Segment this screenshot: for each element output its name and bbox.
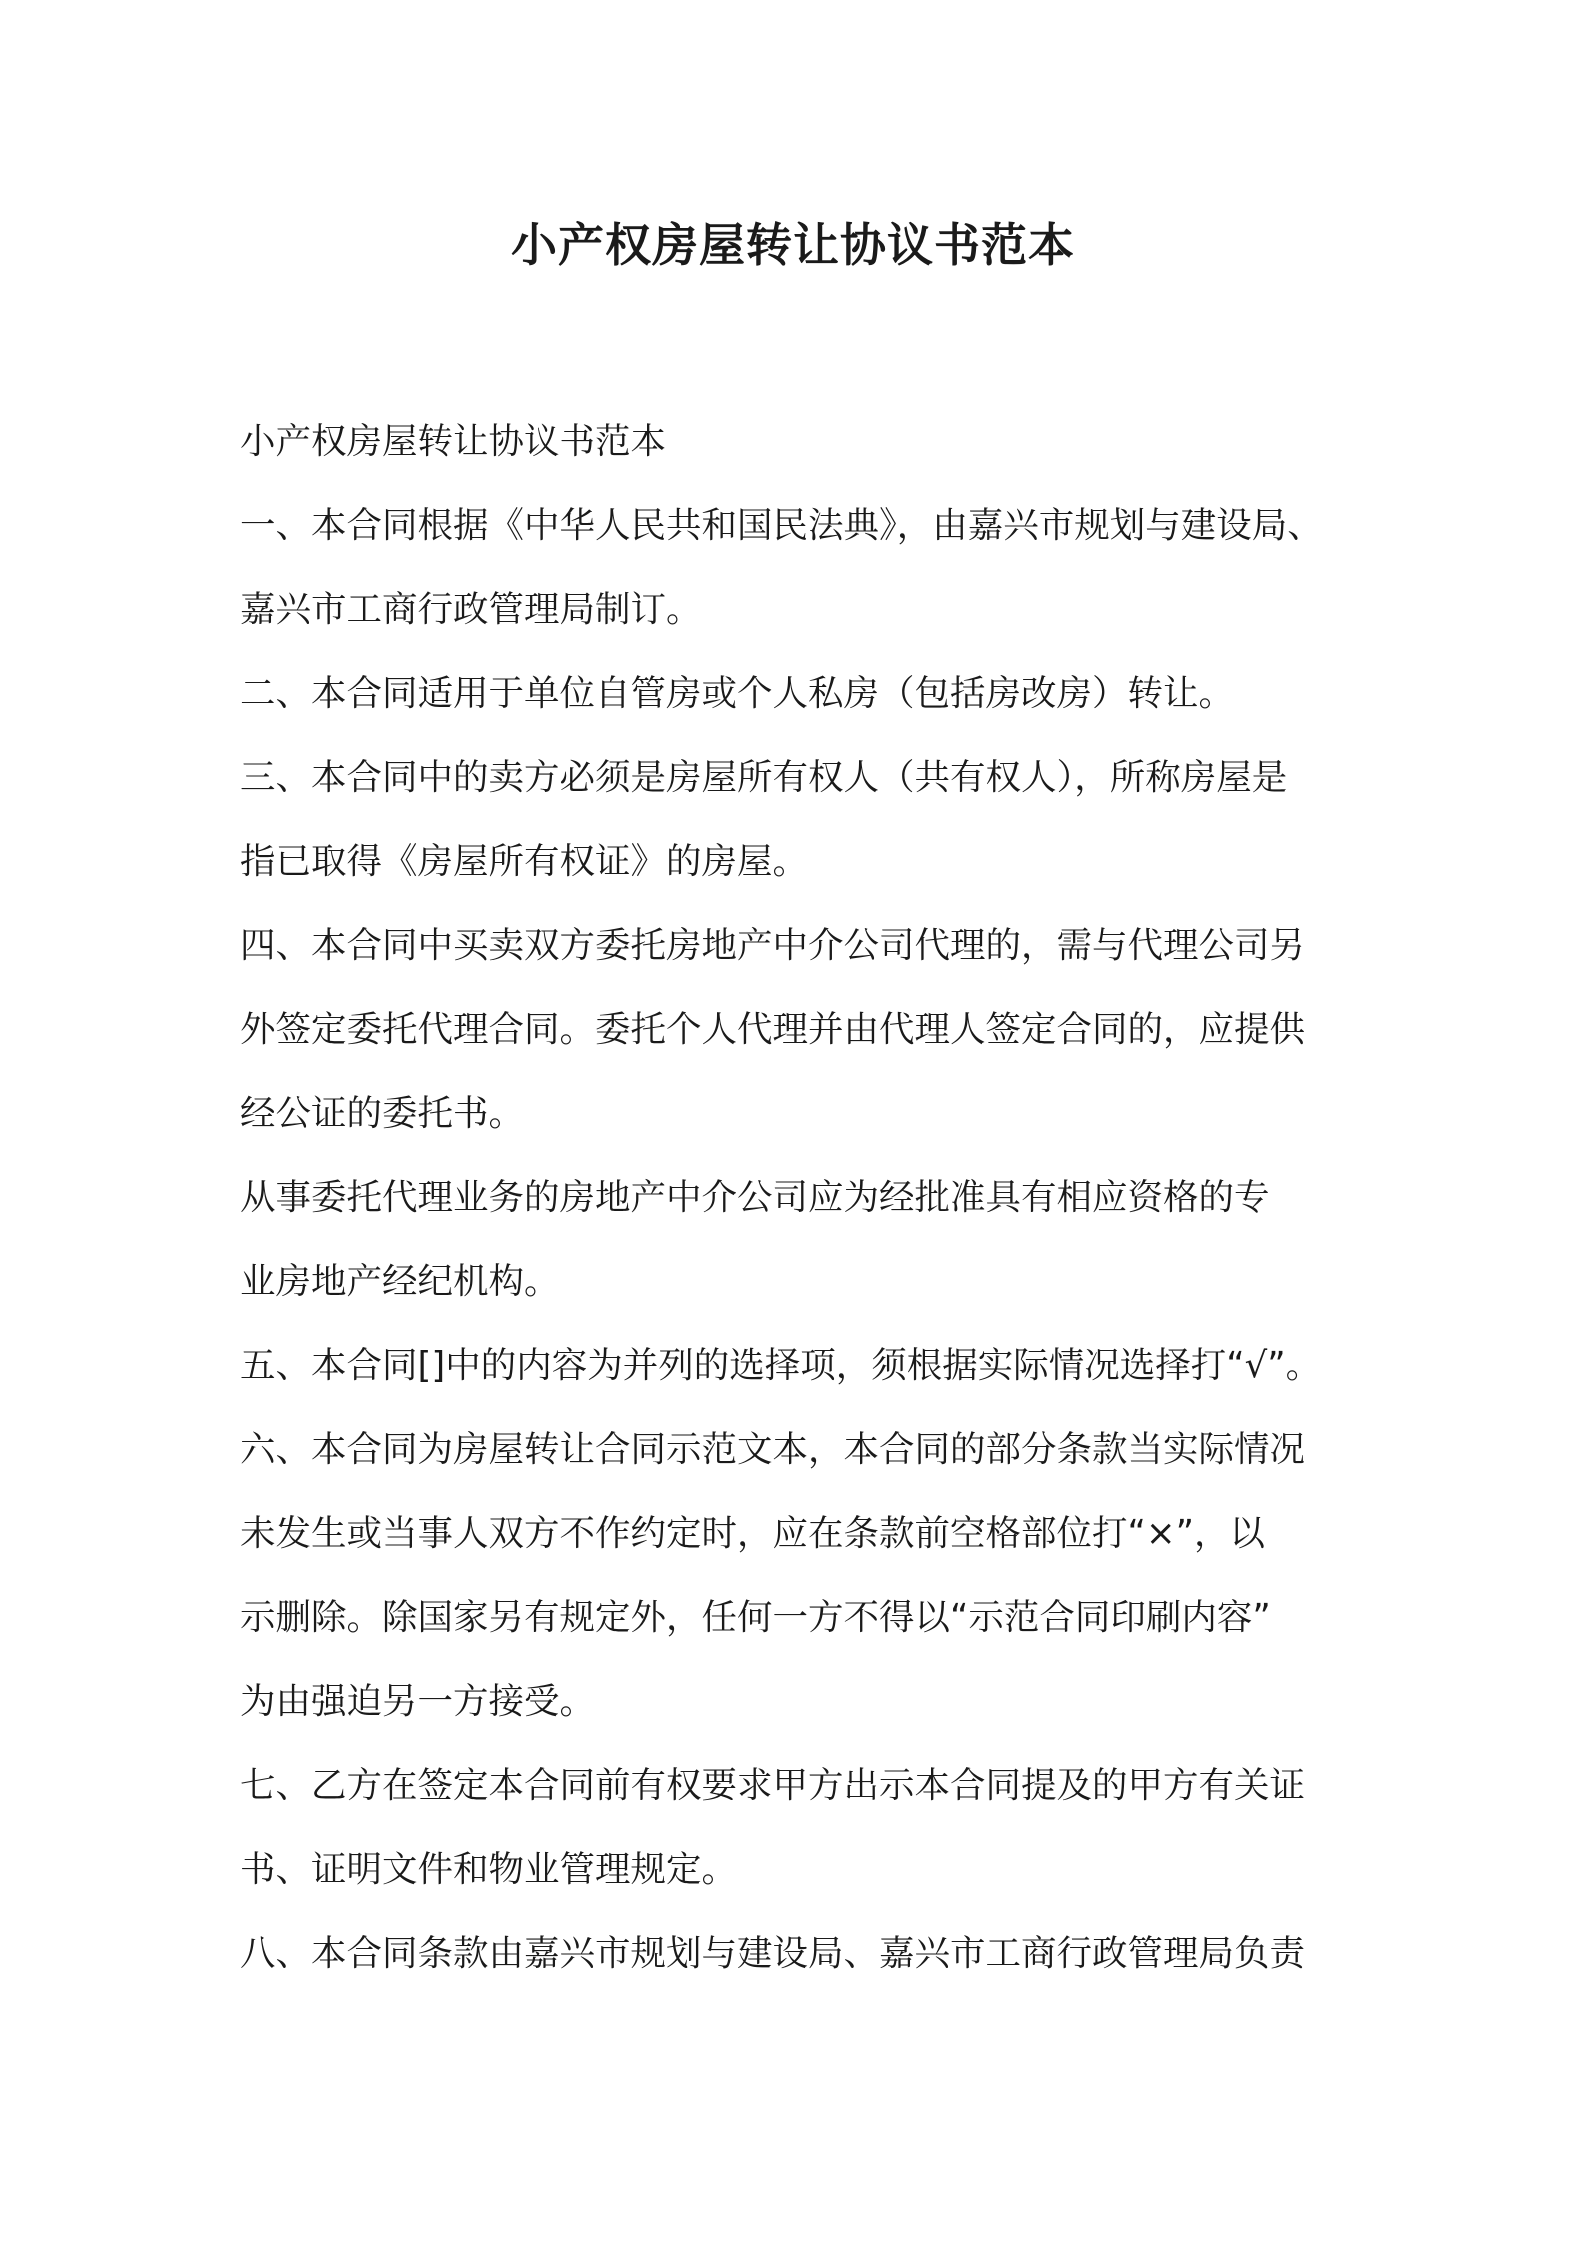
text-line: 七、乙方在签定本合同前有权要求甲方出示本合同提及的甲方有关证 — [240, 1765, 1306, 1806]
text-line: 书、证明文件和物业管理规定。 — [240, 1849, 738, 1890]
text-line: 五、本合同[]中的内容为并列的选择项，须根据实际情况选择打“√”。 — [240, 1345, 1322, 1386]
text-line: 三、本合同中的卖方必须是房屋所有权人（共有权人），所称房屋是 — [240, 757, 1288, 798]
text-line: 六、本合同为房屋转让合同示范文本，本合同的部分条款当实际情况 — [240, 1429, 1306, 1470]
page-title: 小产权房屋转让协议书范本 — [511, 218, 1075, 272]
text-line: 为由强迫另一方接受。 — [240, 1681, 596, 1722]
text-line: 指已取得《房屋所有权证》的房屋。 — [240, 841, 809, 882]
text-line: 八、本合同条款由嘉兴市规划与建设局、嘉兴市工商行政管理局负责 — [240, 1933, 1306, 1974]
text-line: 嘉兴市工商行政管理局制订。 — [240, 589, 702, 630]
text-line: 外签定委托代理合同。委托个人代理并由代理人签定合同的，应提供 — [240, 1009, 1306, 1050]
text-line: 四、本合同中买卖双方委托房地产中介公司代理的，需与代理公司另 — [240, 925, 1306, 966]
text-line: 从事委托代理业务的房地产中介公司应为经批准具有相应资格的专 — [240, 1177, 1270, 1218]
document-body — [240, 400, 1380, 1996]
text-line: 业房地产经纪机构。 — [240, 1261, 560, 1302]
text-line: 一、本合同根据《中华人民共和国民法典》，由嘉兴市规划与建设局、 — [240, 505, 1323, 546]
text-line: 小产权房屋转让协议书范本 — [240, 421, 667, 462]
text-line: 经公证的委托书。 — [240, 1093, 525, 1134]
text-line: 二、本合同适用于单位自管房或个人私房（包括房改房）转让。 — [240, 673, 1235, 714]
text-line: 示删除。除国家另有规定外，任何一方不得以“示范合同印刷内容” — [240, 1597, 1271, 1638]
text-line: 未发生或当事人双方不作约定时，应在条款前空格部位打“×”，以 — [240, 1513, 1266, 1554]
